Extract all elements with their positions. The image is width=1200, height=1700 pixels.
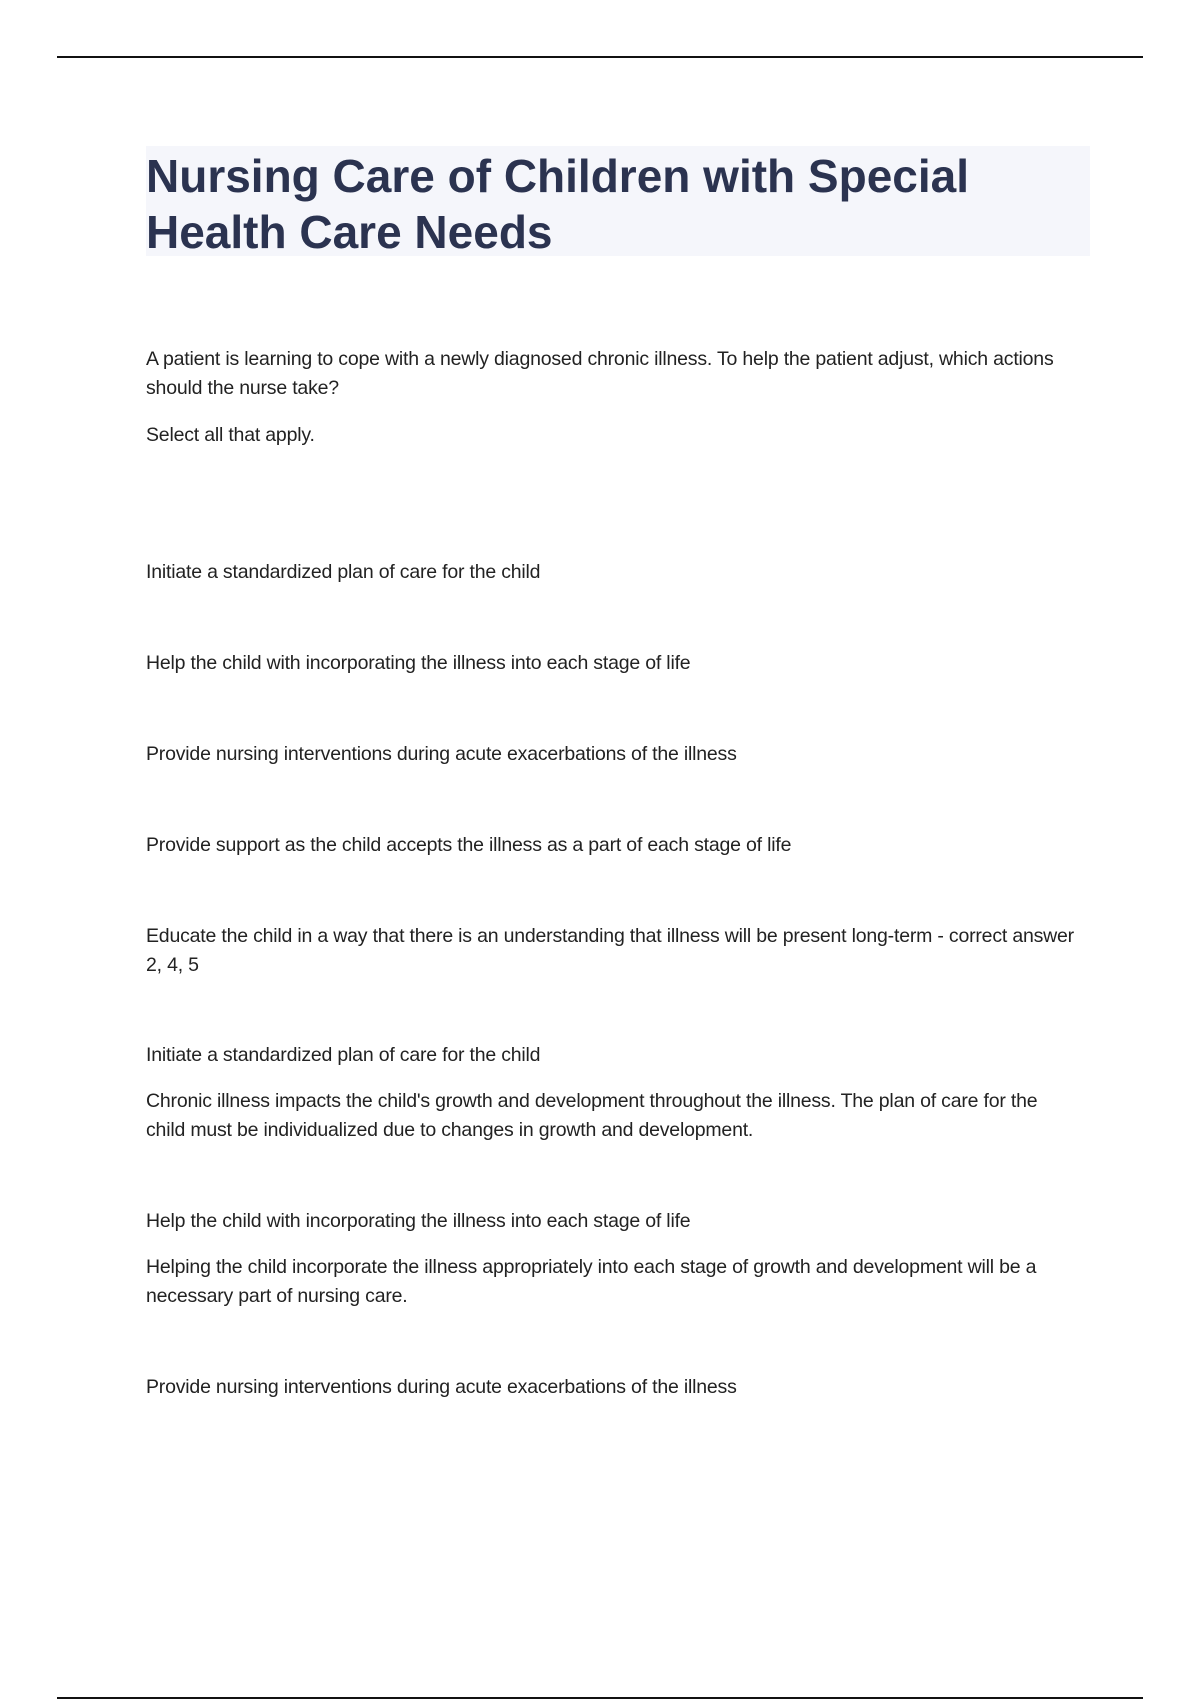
rationale-2-explanation: Helping the child incorporate the illness appropriately into each stage of growth and development will be a necessary part of nursing care. <box>146 1256 1037 1307</box>
option-2: Help the child with incorporating the illness into each stage of life <box>146 652 691 674</box>
question-instruction: Select all that apply. <box>146 424 315 446</box>
rationale-3-option: Provide nursing interventions during acute exacerbations of the illness <box>146 1376 737 1398</box>
bottom-rule <box>57 1697 1143 1699</box>
rationale-1-explanation: Chronic illness impacts the child's growth and development throughout the illness. The plan of care for the child must be individualized due to changes in growth and development. <box>146 1090 1038 1141</box>
option-4: Provide support as the child accepts the illness as a part of each stage of life <box>146 834 792 856</box>
question-text: A patient is learning to cope with a newly diagnosed chronic illness. To help the patient adjust, which actions should the nurse take? <box>146 348 1054 399</box>
option-3: Provide nursing interventions during acute exacerbations of the illness <box>146 743 737 765</box>
rationale-1-option: Initiate a standardized plan of care for the child <box>146 1044 541 1066</box>
page-title: Nursing Care of Children with Special Health Care Needs <box>146 150 970 258</box>
top-rule <box>57 56 1143 58</box>
rationale-2-option: Help the child with incorporating the illness into each stage of life <box>146 1210 691 1232</box>
option-1: Initiate a standardized plan of care for the child <box>146 561 541 583</box>
option-5-with-answer: Educate the child in a way that there is an understanding that illness will be present long-term - correct answer 2, 4, 5 <box>146 925 1074 976</box>
